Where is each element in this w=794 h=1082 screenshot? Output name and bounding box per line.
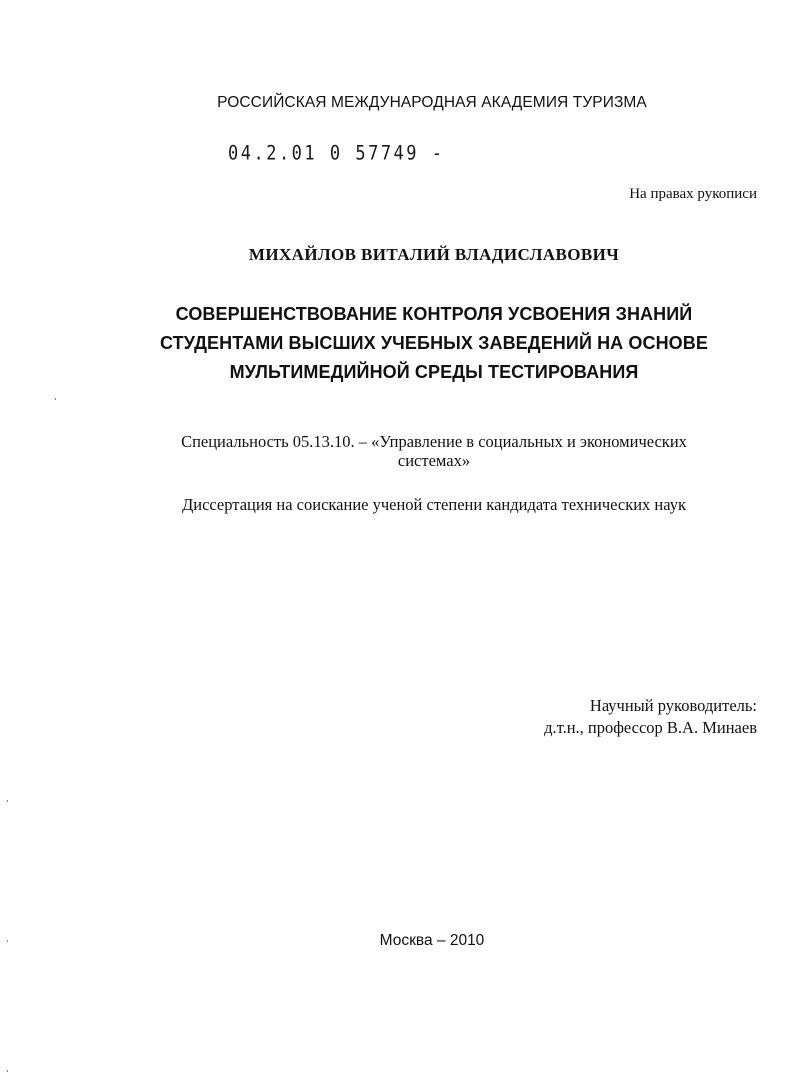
specialty-block	[0, 432, 794, 470]
rights-note: На правах рукописи	[629, 186, 757, 202]
scan-speck	[7, 1070, 8, 1072]
scan-speck	[7, 940, 8, 942]
city-year: Москва – 2010	[379, 932, 485, 949]
title-line: СТУДЕНТАМИ ВЫСШИХ УЧЕБНЫХ ЗАВЕДЕНИЙ НА ОСНОВЕ	[159, 333, 708, 353]
dissertation-title	[0, 300, 794, 387]
supervisor-block	[544, 695, 757, 739]
specialty-line: Специальность 05.13.10. – «Управление в социальных и экономических	[181, 432, 687, 451]
dissertation-type: Диссертация на соискание ученой степени кандидата технических наук	[182, 495, 686, 514]
title-line: МУЛЬТИМЕДИЙНОЙ СРЕДЫ ТЕСТИРОВАНИЯ	[229, 362, 639, 382]
scan-speck	[7, 800, 8, 802]
author-name: МИХАЙЛОВ ВИТАЛИЙ ВЛАДИСЛАВОВИЧ	[248, 245, 620, 264]
supervisor-name: д.т.н., профессор В.А. Минаев	[544, 718, 757, 737]
specialty-line: системах»	[397, 451, 471, 470]
supervisor-label: Научный руководитель:	[589, 696, 757, 715]
scan-speck	[55, 398, 56, 400]
title-line: СОВЕРШЕНСТВОВАНИЕ КОНТРОЛЯ УСВОЕНИЯ ЗНАНИЙ	[175, 304, 693, 324]
academy-name: РОССИЙСКАЯ МЕЖДУНАРОДНАЯ АКАДЕМИЯ ТУРИЗМА	[217, 94, 647, 111]
registration-stamp: 04.2.01 0 57749 -	[228, 142, 445, 165]
